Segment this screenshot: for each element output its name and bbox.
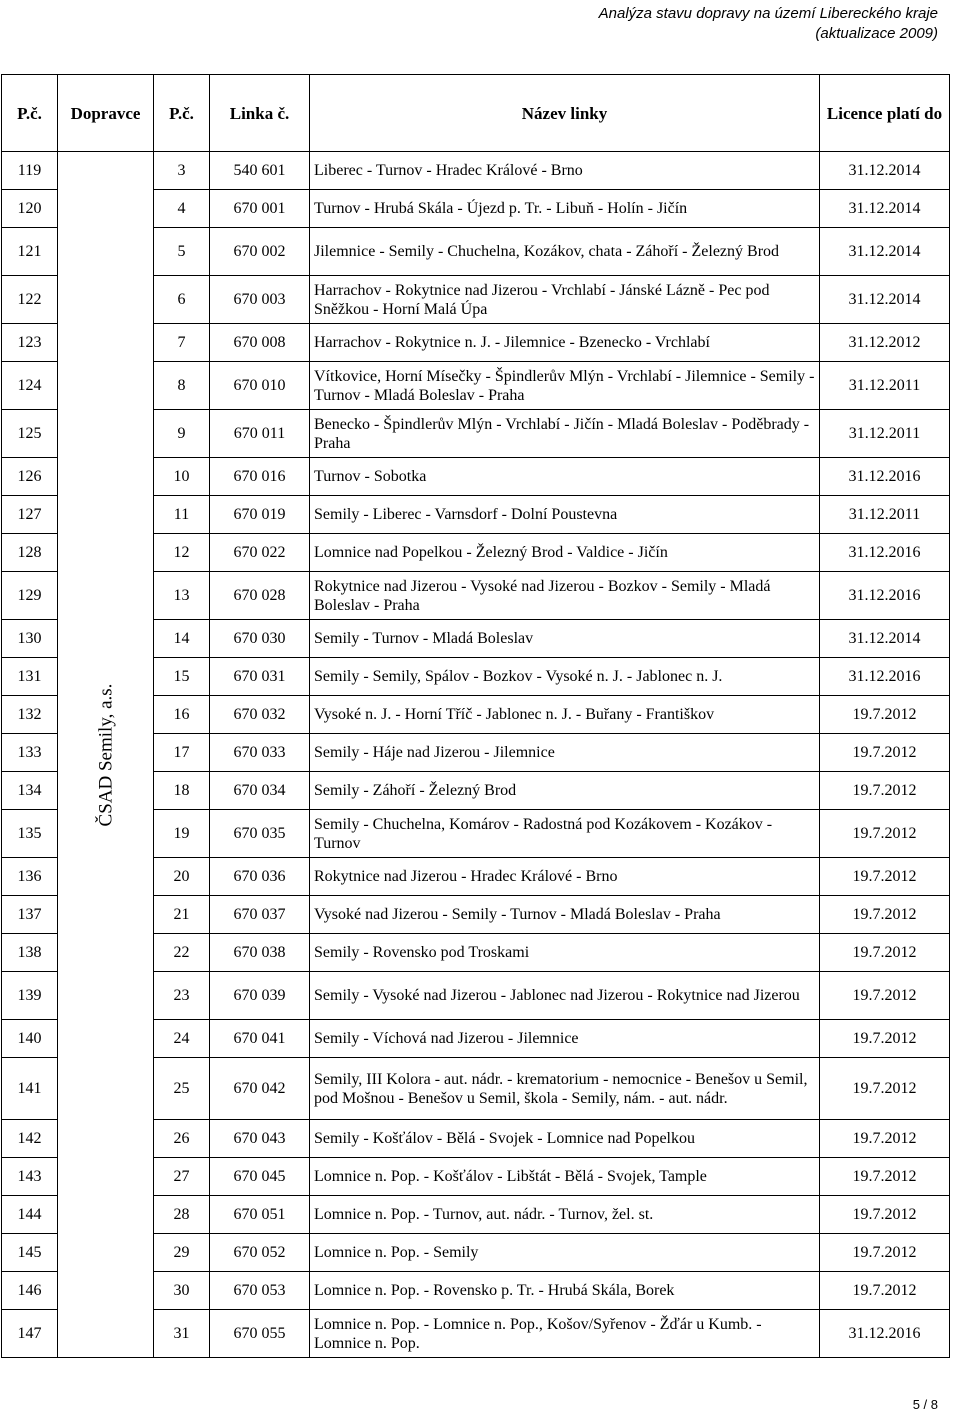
- row-number: 145: [2, 1234, 58, 1272]
- line-name: Harrachov - Rokytnice nad Jizerou - Vrchlabí - Jánské Lázně - Pec pod Sněžkou - Horní Malá Úpa: [310, 276, 820, 324]
- page-number: 5 / 8: [912, 1397, 938, 1412]
- line-order: 4: [154, 190, 210, 228]
- line-name: Lomnice n. Pop. - Košťálov - Libštát - Bělá - Svojek, Tample: [310, 1158, 820, 1196]
- line-name: Liberec - Turnov - Hradec Králové - Brno: [310, 152, 820, 190]
- license-date: 19.7.2012: [820, 1058, 950, 1120]
- line-name: Semily - Vysoké nad Jizerou - Jablonec nad Jizerou - Rokytnice nad Jizerou: [310, 972, 820, 1020]
- line-order: 7: [154, 324, 210, 362]
- row-number: 121: [2, 228, 58, 276]
- line-code: 670 052: [210, 1234, 310, 1272]
- row-number: 144: [2, 1196, 58, 1234]
- line-name: Jilemnice - Semily - Chuchelna, Kozákov, chata - Záhoří - Železný Brod: [310, 228, 820, 276]
- line-code: 670 034: [210, 772, 310, 810]
- table-row: [2, 152, 950, 190]
- line-code: 670 010: [210, 362, 310, 410]
- line-code: 670 032: [210, 696, 310, 734]
- row-number: 135: [2, 810, 58, 858]
- line-name: Harrachov - Rokytnice n. J. - Jilemnice - Bzenecko - Vrchlabí: [310, 324, 820, 362]
- row-number: 132: [2, 696, 58, 734]
- carrier-name: ČSAD Semily, a.s.: [95, 683, 116, 826]
- line-order: 3: [154, 152, 210, 190]
- line-name: Vysoké n. J. - Horní Tříč - Jablonec n. J. - Buřany - Františkov: [310, 696, 820, 734]
- row-number: 147: [2, 1310, 58, 1358]
- col-header-carrier: Dopravce: [58, 75, 154, 152]
- license-date: 19.7.2012: [820, 772, 950, 810]
- license-date: 31.12.2011: [820, 410, 950, 458]
- line-code: 670 031: [210, 658, 310, 696]
- row-number: 139: [2, 972, 58, 1020]
- row-number: 126: [2, 458, 58, 496]
- line-code: 670 002: [210, 228, 310, 276]
- license-date: 19.7.2012: [820, 1120, 950, 1158]
- line-code: 670 030: [210, 620, 310, 658]
- line-order: 14: [154, 620, 210, 658]
- line-code: 670 001: [210, 190, 310, 228]
- license-date: 19.7.2012: [820, 934, 950, 972]
- license-date: 31.12.2016: [820, 1310, 950, 1358]
- line-order: 6: [154, 276, 210, 324]
- license-date: 31.12.2016: [820, 572, 950, 620]
- license-date: 19.7.2012: [820, 858, 950, 896]
- line-order: 18: [154, 772, 210, 810]
- row-number: 136: [2, 858, 58, 896]
- line-name: Lomnice nad Popelkou - Železný Brod - Valdice - Jičín: [310, 534, 820, 572]
- line-name: Lomnice n. Pop. - Lomnice n. Pop., Košov/Syřenov - Žďár u Kumb. - Lomnice n. Pop.: [310, 1310, 820, 1358]
- line-code: 670 022: [210, 534, 310, 572]
- row-number: 141: [2, 1058, 58, 1120]
- row-number: 146: [2, 1272, 58, 1310]
- line-order: 17: [154, 734, 210, 772]
- line-name: Semily - Semily, Spálov - Bozkov - Vysoké n. J. - Jablonec n. J.: [310, 658, 820, 696]
- license-date: 31.12.2014: [820, 276, 950, 324]
- row-number: 133: [2, 734, 58, 772]
- col-header-valid: Licence platí do: [820, 75, 950, 152]
- license-date: 19.7.2012: [820, 810, 950, 858]
- line-order: 16: [154, 696, 210, 734]
- license-date: 19.7.2012: [820, 1234, 950, 1272]
- table-header-row: [2, 75, 950, 152]
- line-order: 21: [154, 896, 210, 934]
- line-name: Semily, III Kolora - aut. nádr. - krematorium - nemocnice - Benešov u Semil, pod Mošnou - Benešov u Semil, škola - Semily, nám. - aut. nádr.: [310, 1058, 820, 1120]
- row-number: 131: [2, 658, 58, 696]
- line-name: Vítkovice, Horní Mísečky - Špindlerův Mlýn - Vrchlabí - Jilemnice - Semily - Turnov - Mladá Boleslav - Praha: [310, 362, 820, 410]
- header-title: Analýza stavu dopravy na území Libereckého kraje: [598, 5, 938, 22]
- license-date: 31.12.2011: [820, 496, 950, 534]
- line-order: 10: [154, 458, 210, 496]
- line-code: 670 008: [210, 324, 310, 362]
- row-number: 129: [2, 572, 58, 620]
- line-name: Rokytnice nad Jizerou - Hradec Králové - Brno: [310, 858, 820, 896]
- license-date: 31.12.2014: [820, 620, 950, 658]
- row-number: 125: [2, 410, 58, 458]
- line-code: 670 051: [210, 1196, 310, 1234]
- line-code: 670 016: [210, 458, 310, 496]
- line-code: 670 033: [210, 734, 310, 772]
- col-header-line: Linka č.: [210, 75, 310, 152]
- license-date: 31.12.2014: [820, 228, 950, 276]
- col-header-pc: P.č.: [2, 75, 58, 152]
- license-date: 19.7.2012: [820, 896, 950, 934]
- line-order: 8: [154, 362, 210, 410]
- license-date: 31.12.2014: [820, 152, 950, 190]
- line-code: 670 036: [210, 858, 310, 896]
- row-number: 127: [2, 496, 58, 534]
- row-number: 138: [2, 934, 58, 972]
- line-code: 670 045: [210, 1158, 310, 1196]
- line-name: Lomnice n. Pop. - Semily: [310, 1234, 820, 1272]
- line-order: 27: [154, 1158, 210, 1196]
- line-order: 23: [154, 972, 210, 1020]
- line-name: Benecko - Špindlerův Mlýn - Vrchlabí - Jičín - Mladá Boleslav - Poděbrady - Praha: [310, 410, 820, 458]
- line-code: 670 043: [210, 1120, 310, 1158]
- line-name: Semily - Záhoří - Železný Brod: [310, 772, 820, 810]
- line-code: 670 042: [210, 1058, 310, 1120]
- line-name: Semily - Rovensko pod Troskami: [310, 934, 820, 972]
- line-name: Lomnice n. Pop. - Rovensko p. Tr. - Hrubá Skála, Borek: [310, 1272, 820, 1310]
- line-code: 670 041: [210, 1020, 310, 1058]
- line-order: 25: [154, 1058, 210, 1120]
- line-order: 24: [154, 1020, 210, 1058]
- line-code: 670 039: [210, 972, 310, 1020]
- line-name: Semily - Košťálov - Bělá - Svojek - Lomnice nad Popelkou: [310, 1120, 820, 1158]
- col-header-name: Název linky: [310, 75, 820, 152]
- row-number: 123: [2, 324, 58, 362]
- license-date: 19.7.2012: [820, 972, 950, 1020]
- license-date: 31.12.2016: [820, 458, 950, 496]
- line-order: 29: [154, 1234, 210, 1272]
- line-order: 5: [154, 228, 210, 276]
- license-date: 19.7.2012: [820, 1158, 950, 1196]
- line-order: 20: [154, 858, 210, 896]
- header-subtitle: (aktualizace 2009): [815, 25, 938, 42]
- row-number: 124: [2, 362, 58, 410]
- carrier-cell: [58, 152, 154, 1358]
- line-order: 31: [154, 1310, 210, 1358]
- license-date: 31.12.2016: [820, 658, 950, 696]
- line-code: 670 019: [210, 496, 310, 534]
- row-number: 134: [2, 772, 58, 810]
- license-date: 19.7.2012: [820, 1196, 950, 1234]
- line-code: 670 003: [210, 276, 310, 324]
- line-order: 11: [154, 496, 210, 534]
- line-code: 670 055: [210, 1310, 310, 1358]
- license-date: 19.7.2012: [820, 1020, 950, 1058]
- license-date: 31.12.2012: [820, 324, 950, 362]
- line-name: Turnov - Hrubá Skála - Újezd p. Tr. - Libuň - Holín - Jičín: [310, 190, 820, 228]
- page-header: [599, 4, 938, 44]
- line-code: 540 601: [210, 152, 310, 190]
- line-order: 13: [154, 572, 210, 620]
- row-number: 128: [2, 534, 58, 572]
- line-code: 670 053: [210, 1272, 310, 1310]
- row-number: 119: [2, 152, 58, 190]
- line-order: 30: [154, 1272, 210, 1310]
- line-order: 9: [154, 410, 210, 458]
- license-date: 19.7.2012: [820, 1272, 950, 1310]
- row-number: 143: [2, 1158, 58, 1196]
- line-order: 12: [154, 534, 210, 572]
- row-number: 140: [2, 1020, 58, 1058]
- line-code: 670 037: [210, 896, 310, 934]
- line-name: Semily - Víchová nad Jizerou - Jilemnice: [310, 1020, 820, 1058]
- license-date: 31.12.2014: [820, 190, 950, 228]
- license-date: 31.12.2016: [820, 534, 950, 572]
- license-date: 19.7.2012: [820, 696, 950, 734]
- line-name: Semily - Chuchelna, Komárov - Radostná pod Kozákovem - Kozákov - Turnov: [310, 810, 820, 858]
- line-name: Semily - Liberec - Varnsdorf - Dolní Poustevna: [310, 496, 820, 534]
- line-order: 26: [154, 1120, 210, 1158]
- license-date: 19.7.2012: [820, 734, 950, 772]
- col-header-pc2: P.č.: [154, 75, 210, 152]
- line-code: 670 028: [210, 572, 310, 620]
- line-code: 670 035: [210, 810, 310, 858]
- line-code: 670 011: [210, 410, 310, 458]
- line-name: Lomnice n. Pop. - Turnov, aut. nádr. - Turnov, žel. st.: [310, 1196, 820, 1234]
- line-order: 28: [154, 1196, 210, 1234]
- line-order: 19: [154, 810, 210, 858]
- line-order: 22: [154, 934, 210, 972]
- row-number: 142: [2, 1120, 58, 1158]
- row-number: 122: [2, 276, 58, 324]
- line-name: Semily - Háje nad Jizerou - Jilemnice: [310, 734, 820, 772]
- line-code: 670 038: [210, 934, 310, 972]
- line-name: Semily - Turnov - Mladá Boleslav: [310, 620, 820, 658]
- row-number: 130: [2, 620, 58, 658]
- row-number: 120: [2, 190, 58, 228]
- row-number: 137: [2, 896, 58, 934]
- line-name: Vysoké nad Jizerou - Semily - Turnov - Mladá Boleslav - Praha: [310, 896, 820, 934]
- bus-lines-table: [1, 74, 950, 1358]
- line-name: Rokytnice nad Jizerou - Vysoké nad Jizerou - Bozkov - Semily - Mladá Boleslav - Praha: [310, 572, 820, 620]
- line-name: Turnov - Sobotka: [310, 458, 820, 496]
- line-order: 15: [154, 658, 210, 696]
- license-date: 31.12.2011: [820, 362, 950, 410]
